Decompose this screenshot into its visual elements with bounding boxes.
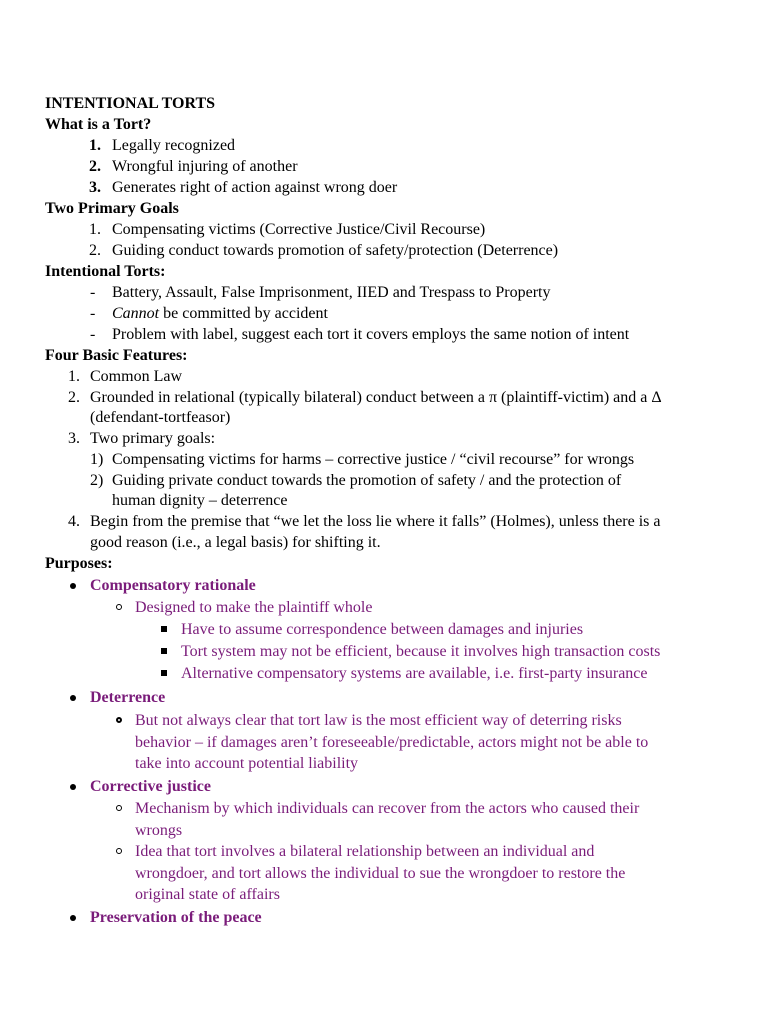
list-item: Two primary goals: bbox=[90, 430, 216, 447]
bullet-circle-icon bbox=[116, 717, 122, 723]
list-item-text: be committed by accident bbox=[159, 305, 328, 322]
purpose-deterrence: Deterrence bbox=[90, 689, 166, 706]
list-item: Grounded in relational (typically bilateral) conduct between a π (plaintiff-victim) and a Δ bbox=[90, 389, 662, 406]
list-item: Compensating victims for harms – corrective justice / “civil recourse” for wrongs bbox=[112, 451, 635, 468]
list-item: Wrongful injuring of another bbox=[112, 158, 298, 175]
list-item bbox=[112, 304, 328, 324]
section-heading-intentional-torts: Intentional Torts: bbox=[45, 263, 166, 280]
list-item: Guiding private conduct towards the promotion of safety / and the protection of bbox=[112, 472, 622, 489]
list-item: Guiding conduct towards promotion of safety/protection (Deterrence) bbox=[112, 242, 559, 259]
list-item-continued: human dignity – deterrence bbox=[112, 492, 288, 509]
list-item: Compensating victims (Corrective Justice/Civil Recourse) bbox=[112, 221, 486, 238]
list-item: Generates right of action against wrong doer bbox=[112, 179, 398, 196]
sub-item: Mechanism by which individuals can recover from the actors who caused their bbox=[135, 800, 640, 817]
dash-marker: - bbox=[90, 284, 96, 301]
sub-item-continued: behavior – if damages aren’t foreseeable/predictable, actors might not be able to bbox=[135, 734, 649, 751]
list-number: 1) bbox=[90, 451, 104, 468]
bullet-square-icon bbox=[161, 670, 167, 676]
bullet-dot-icon bbox=[70, 695, 76, 701]
document-title: INTENTIONAL TORTS bbox=[45, 95, 216, 112]
list-number: 1. bbox=[68, 368, 80, 385]
bullet-square-icon bbox=[161, 626, 167, 632]
bullet-circle-icon bbox=[116, 604, 122, 610]
sub-item-continued: original state of affairs bbox=[135, 886, 280, 903]
list-item-continued: (defendant-tortfeasor) bbox=[90, 409, 231, 426]
bullet-dot-icon bbox=[70, 915, 76, 921]
list-number: 2. bbox=[89, 158, 101, 175]
list-number: 4. bbox=[68, 513, 80, 530]
sub-sub-item: Tort system may not be efficient, because it involves high transaction costs bbox=[181, 643, 661, 660]
list-item: Problem with label, suggest each tort it covers employs the same notion of intent bbox=[112, 326, 630, 343]
section-heading-purposes: Purposes: bbox=[45, 555, 113, 572]
list-number: 3. bbox=[89, 179, 101, 196]
list-number: 2. bbox=[89, 242, 101, 259]
bullet-square-icon bbox=[161, 648, 167, 654]
purpose-compensatory: Compensatory rationale bbox=[90, 577, 256, 594]
list-number: 2) bbox=[90, 472, 104, 489]
dash-marker: - bbox=[90, 305, 96, 322]
list-item: Battery, Assault, False Imprisonment, IIED and Trespass to Property bbox=[112, 284, 551, 301]
section-heading-features: Four Basic Features: bbox=[45, 347, 188, 364]
bullet-circle-icon bbox=[116, 848, 122, 854]
list-item-continued: good reason (i.e., a legal basis) for shifting it. bbox=[90, 534, 381, 551]
bullet-dot-icon bbox=[70, 583, 76, 589]
list-item: Begin from the premise that “we let the loss lie where it falls” (Holmes), unless there is a bbox=[90, 513, 661, 530]
list-number: 3. bbox=[68, 430, 80, 447]
sub-item: Designed to make the plaintiff whole bbox=[135, 599, 373, 616]
sub-item-continued: take into account potential liability bbox=[135, 755, 359, 772]
list-item: Common Law bbox=[90, 368, 182, 385]
purpose-corrective-justice: Corrective justice bbox=[90, 778, 211, 795]
sub-sub-item: Alternative compensatory systems are available, i.e. first-party insurance bbox=[181, 665, 648, 682]
sub-item-continued: wrongdoer, and tort allows the individual to sue the wrongdoer to restore the bbox=[135, 865, 626, 882]
section-heading-what-is-tort: What is a Tort? bbox=[45, 116, 152, 133]
dash-marker: - bbox=[90, 326, 96, 343]
list-number: 2. bbox=[68, 389, 80, 406]
list-number: 1. bbox=[89, 137, 101, 154]
purpose-preservation-of-peace: Preservation of the peace bbox=[90, 909, 262, 926]
section-heading-goals: Two Primary Goals bbox=[45, 200, 179, 217]
sub-item-continued: wrongs bbox=[135, 822, 183, 839]
list-number: 1. bbox=[89, 221, 101, 238]
sub-sub-item: Have to assume correspondence between damages and injuries bbox=[181, 621, 584, 638]
bullet-circle-icon bbox=[116, 805, 122, 811]
bullet-dot-icon bbox=[70, 784, 76, 790]
sub-item: Idea that tort involves a bilateral relationship between an individual and bbox=[135, 843, 595, 860]
list-item: Legally recognized bbox=[112, 137, 236, 154]
sub-item: But not always clear that tort law is the most efficient way of deterring risks bbox=[135, 712, 622, 729]
emphasis-text: Cannot bbox=[112, 305, 160, 322]
